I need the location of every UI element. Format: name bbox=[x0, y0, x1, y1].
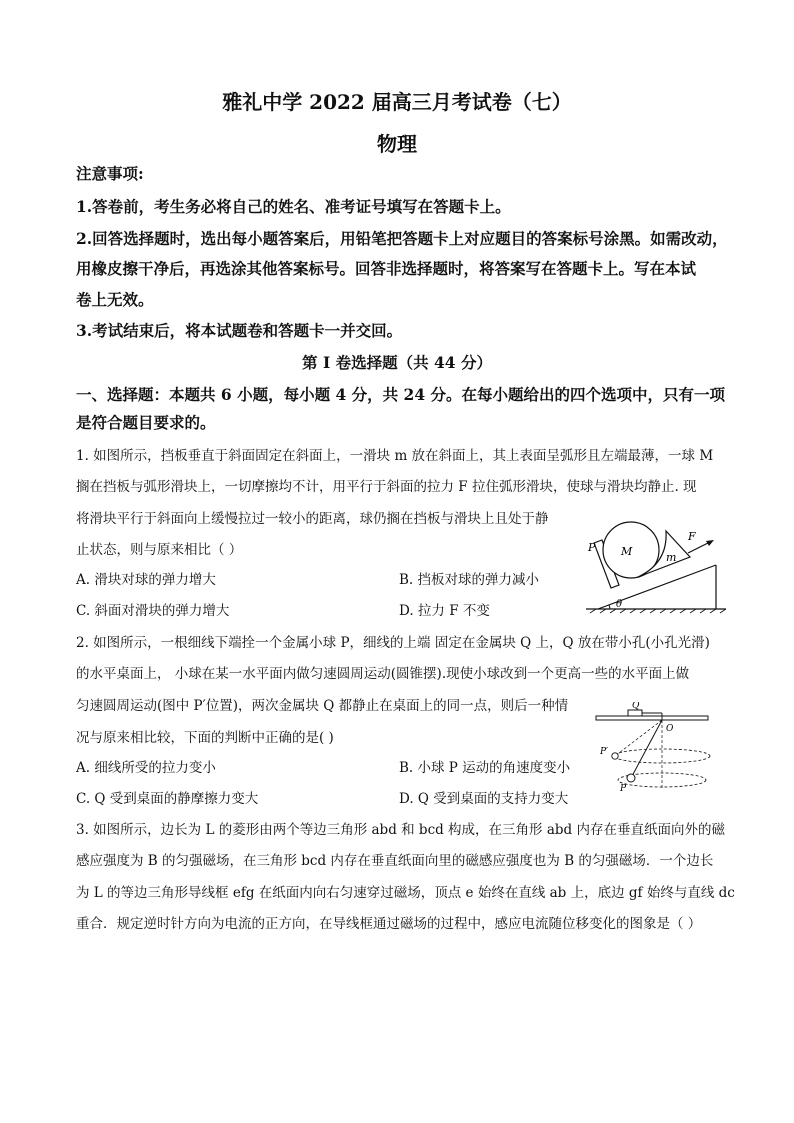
q3-text: 重合．规定逆时针方向为电流的正方向，在导线框通过磁场的过程中，感应电流随位移变化的图象是（ ） bbox=[76, 916, 702, 932]
q1-label-block: m bbox=[666, 551, 677, 564]
exam-title: 雅礼中学 2022 届高三月考试卷（七） bbox=[222, 90, 572, 114]
notice-item: 1.答卷前，考生务必将自己的姓名、准考证号填写在答题卡上。 bbox=[76, 197, 511, 216]
q2-label-o: O bbox=[666, 724, 674, 734]
notice-item: 3.考试结束后，将本试题卷和答题卡一并交回。 bbox=[76, 321, 403, 340]
q2-text: 2. 如图所示，一根细线下端拴一个金属小球 P，细线的上端 固定在金属块 Q 上，Q 放在带小孔(小孔光滑) bbox=[76, 635, 710, 651]
q1-option-a: A. 滑块对球的弹力增大 bbox=[76, 572, 216, 588]
q1-option-b: B. 挡板对球的弹力减小 bbox=[399, 572, 540, 588]
q2-label-p-prime: P′ bbox=[600, 747, 609, 757]
q2-label-q: Q bbox=[632, 702, 640, 711]
q2-text: 的水平桌面上， 小球在某一水平面内做匀速圆周运动(圆锥摆).现使小球改到一个更高一些的水平面上做 bbox=[76, 666, 690, 682]
q3-text: 感应强度为 B 的匀强磁场，在三角形 bcd 内存在垂直纸面向里的磁感应强度也为 B 的匀强磁场．一个边长 bbox=[76, 853, 714, 869]
q1-label-force: F bbox=[688, 530, 696, 543]
q1-label-p: P bbox=[588, 541, 596, 554]
q2-option-a: A. 细线所受的拉力变小 bbox=[76, 760, 216, 776]
notice-heading: 注意事项: bbox=[76, 164, 144, 183]
notice-item: 用橡皮擦干净后，再选涂其他答案标号。回答非选择题时，将答案写在答题卡上。写在本试 bbox=[76, 259, 697, 278]
q1-option-d: D. 拉力 F 不变 bbox=[399, 603, 490, 619]
q2-option-b: B. 小球 P 运动的角速度变小 bbox=[399, 760, 571, 776]
q2-text: 匀速圆周运动(图中 P′位置)，两次金属块 Q 都静止在桌面上的同一点，则后一种情 bbox=[76, 698, 569, 714]
q1-option-c: C. 斜面对滑块的弹力增大 bbox=[76, 603, 230, 619]
q1-label-theta: θ bbox=[616, 599, 623, 610]
q1-text: 1. 如图所示，挡板垂直于斜面固定在斜面上，一滑块 m 放在斜面上，其上表面呈弧形且左端最薄，一球 M bbox=[76, 448, 714, 464]
q2-option-c: C. Q 受到桌面的静摩擦力变大 bbox=[76, 791, 259, 807]
q2-label-p: P bbox=[620, 784, 627, 794]
section-title: 第 I 卷选择题（共 44 分） bbox=[302, 353, 492, 372]
q1-text: 止状态，则与原来相比（ ） bbox=[76, 542, 243, 558]
q1-incline-figure bbox=[580, 505, 730, 615]
section-intro: 是符合题目要求的。 bbox=[76, 413, 216, 432]
q2-option-d: D. Q 受到桌面的支持力变大 bbox=[399, 791, 569, 807]
q1-text: 将滑块平行于斜面向上缓慢拉过一较小的距离，球仍搁在挡板与滑块上且处于静 bbox=[76, 511, 549, 527]
q2-text: 况与原来相比较，下面的判断中正确的是( ) bbox=[76, 730, 334, 746]
notice-item: 卷上无效。 bbox=[76, 290, 154, 309]
q3-text: 3. 如图所示，边长为 L 的菱形由两个等边三角形 abd 和 bcd 构成，在三角形 abd 内存在垂直纸面向外的磁 bbox=[76, 822, 725, 838]
q2-conical-pendulum-figure bbox=[592, 702, 714, 794]
notice-item: 2.回答选择题时，选出每小题答案后，用铅笔把答题卡上对应题目的答案标号涂黑。如需改动， bbox=[76, 229, 728, 248]
q1-text: 搁在挡板与弧形滑块上，一切摩擦均不计，用平行于斜面的拉力 F 拉住弧形滑块，使球与滑块均静止. 现 bbox=[76, 479, 697, 495]
subject-title: 物理 bbox=[377, 132, 417, 156]
q1-label-ball: M bbox=[621, 545, 633, 558]
q3-text: 为 L 的等边三角形导线框 efg 在纸面内向右匀速穿过磁场，顶点 e 始终在直线 ab 上，底边 gf 始终与直线 dc bbox=[76, 885, 735, 901]
section-intro: 一、选择题：本题共 6 小题，每小题 4 分，共 24 分。在每小题给出的四个选项中，只有一项 bbox=[76, 385, 726, 404]
